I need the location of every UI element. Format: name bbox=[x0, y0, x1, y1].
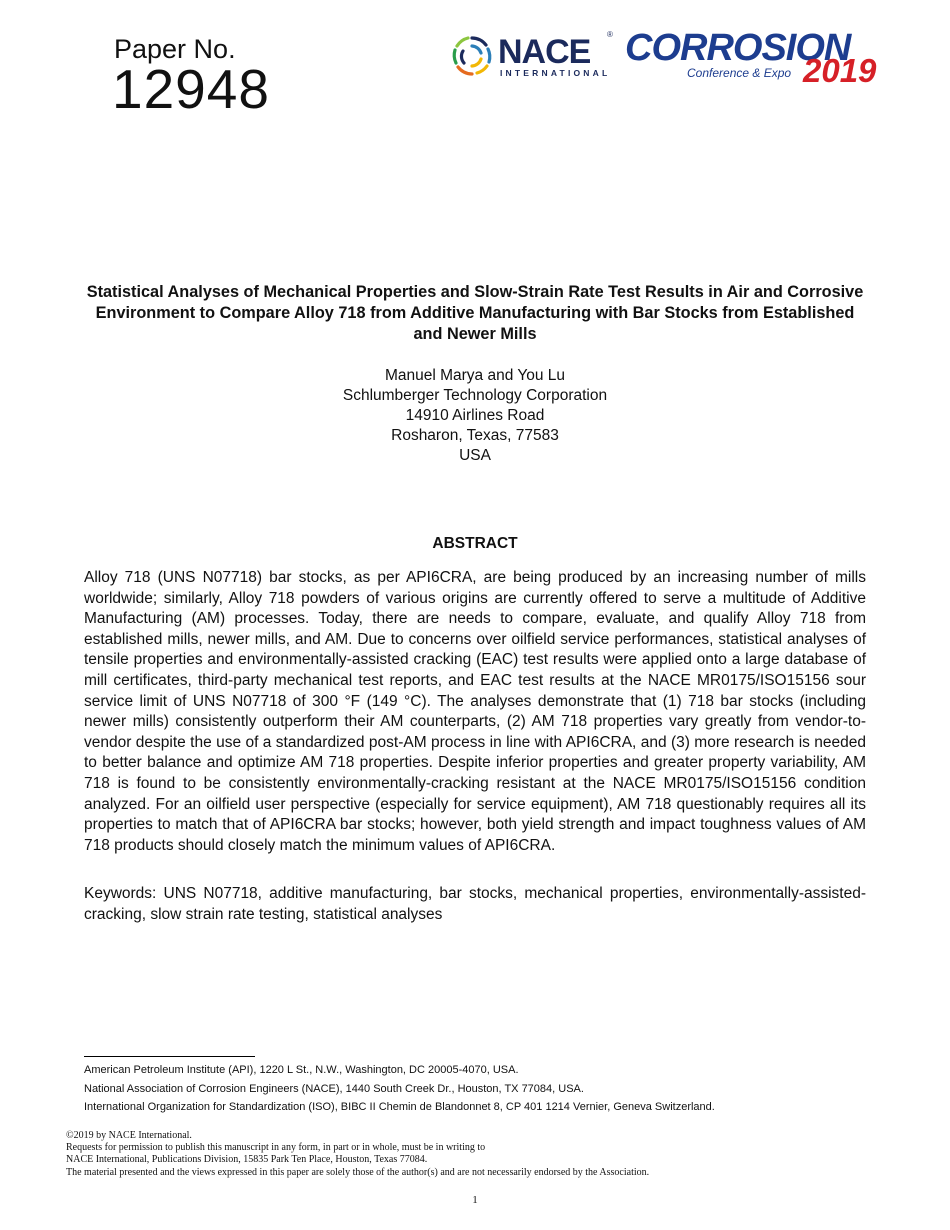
keywords: Keywords: UNS N07718, additive manufacturing, bar stocks, mechanical properties, environmentally-assisted-cracking, slow strain rate testing, statistical analyses bbox=[84, 885, 866, 923]
nace-wordmark: NACE bbox=[498, 33, 591, 71]
nace-logo bbox=[450, 32, 620, 82]
abstract-heading: ABSTRACT bbox=[432, 535, 518, 552]
author-names: Manuel Marya and You Lu bbox=[384, 367, 566, 384]
footnote-divider bbox=[84, 1056, 255, 1057]
registered-mark: ® bbox=[607, 30, 613, 39]
author-street: 14910 Airlines Road bbox=[405, 407, 545, 424]
corrosion-logo bbox=[625, 28, 885, 88]
corrosion-wordmark: CORROSION bbox=[625, 27, 851, 69]
footnotes bbox=[84, 1061, 884, 1117]
nace-globe-icon bbox=[450, 34, 494, 78]
corrosion-subtitle: Conference & Expo bbox=[687, 66, 792, 80]
paper-title: Statistical Analyses of Mechanical Properties and Slow-Strain Rate Test Results in Air and Corrosive Environment to Compare Alloy 718 from Additive Manufacturing with Bar Stocks from Established and Newer Mills bbox=[86, 283, 864, 343]
footnote-api: American Petroleum Institute (API), 1220 L St., N.W., Washington, DC 20005-4070, USA. bbox=[84, 1064, 519, 1076]
copyright-line: ©2019 by NACE International. bbox=[66, 1130, 192, 1141]
author-block bbox=[200, 366, 750, 466]
copyright-block bbox=[66, 1130, 886, 1179]
abstract-body: Alloy 718 (UNS N07718) bar stocks, as per API6CRA, are being produced by an increasing number of mills worldwide; similarly, Alloy 718 powders of various origins are currently offered to serve a multitude of Additive Manufacturing (AM) processes. Today, there are needs to compare, evaluate, and qualify Alloy 718 from established mills, newer mills, and AM. Due to concerns over oilfield service performances, statistical analyses of tensile properties and environmentally-assisted cracking (EAC) test results were applied onto a large database of mill certificates, third-party mechanical test reports, and EAC test results at the NACE MR0175/ISO15156 sour service limit of UNS N07718 of 300 °F (149 °C). The analyses demonstrate that (1) 718 bar stocks (including newer mills) consistently outperform their AM counterparts, (2) AM 718 properties vary greatly from vendor-to-vendor despite the use of a standardized post-AM process in line with API6CRA, and (3) more research is needed to better balance and optimize AM 718 properties. Despite inferior properties and greater property variability, AM 718 is found to be consistently environmentally-cracking resistant at the NACE MR0175/ISO15156 condition analyzed. For an oilfield user perspective (especially for service equipment), AM 718 questionably requires all its properties to match that of API6CRA bar stocks; however, both yield strength and impact toughness values of AM 718 products should closely match the minimum values of API6CRA. bbox=[84, 569, 866, 854]
author-organization: Schlumberger Technology Corporation bbox=[342, 387, 608, 404]
paper-label: Paper No. bbox=[114, 34, 236, 64]
paper-number: 12948 bbox=[112, 58, 270, 120]
copyright-line: The material presented and the views expressed in this paper are solely those of the author(s) and are not necessarily endorsed by the Association. bbox=[66, 1166, 650, 1178]
author-country: USA bbox=[459, 447, 491, 464]
footnote-nace: National Association of Corrosion Engineers (NACE), 1440 South Creek Dr., Houston, TX 77084, USA. bbox=[84, 1082, 584, 1095]
footnote-iso: International Organization for Standardization (ISO), BIBC II Chemin de Blandonnet 8, CP 401 1214 Vernier, Geneva Switzerland. bbox=[84, 1101, 715, 1113]
author-city: Rosharon, Texas, 77583 bbox=[391, 427, 559, 444]
nace-subtitle: INTERNATIONAL bbox=[500, 68, 611, 78]
copyright-line: NACE International, Publications Division, 15835 Park Ten Place, Houston, Texas 77084. bbox=[66, 1154, 428, 1166]
corrosion-year: 2019 bbox=[803, 52, 877, 89]
page-number: 1 bbox=[472, 1194, 478, 1206]
copyright-line: Requests for permission to publish this manuscript in any form, in part or in whole, must be in writing to bbox=[66, 1142, 486, 1154]
